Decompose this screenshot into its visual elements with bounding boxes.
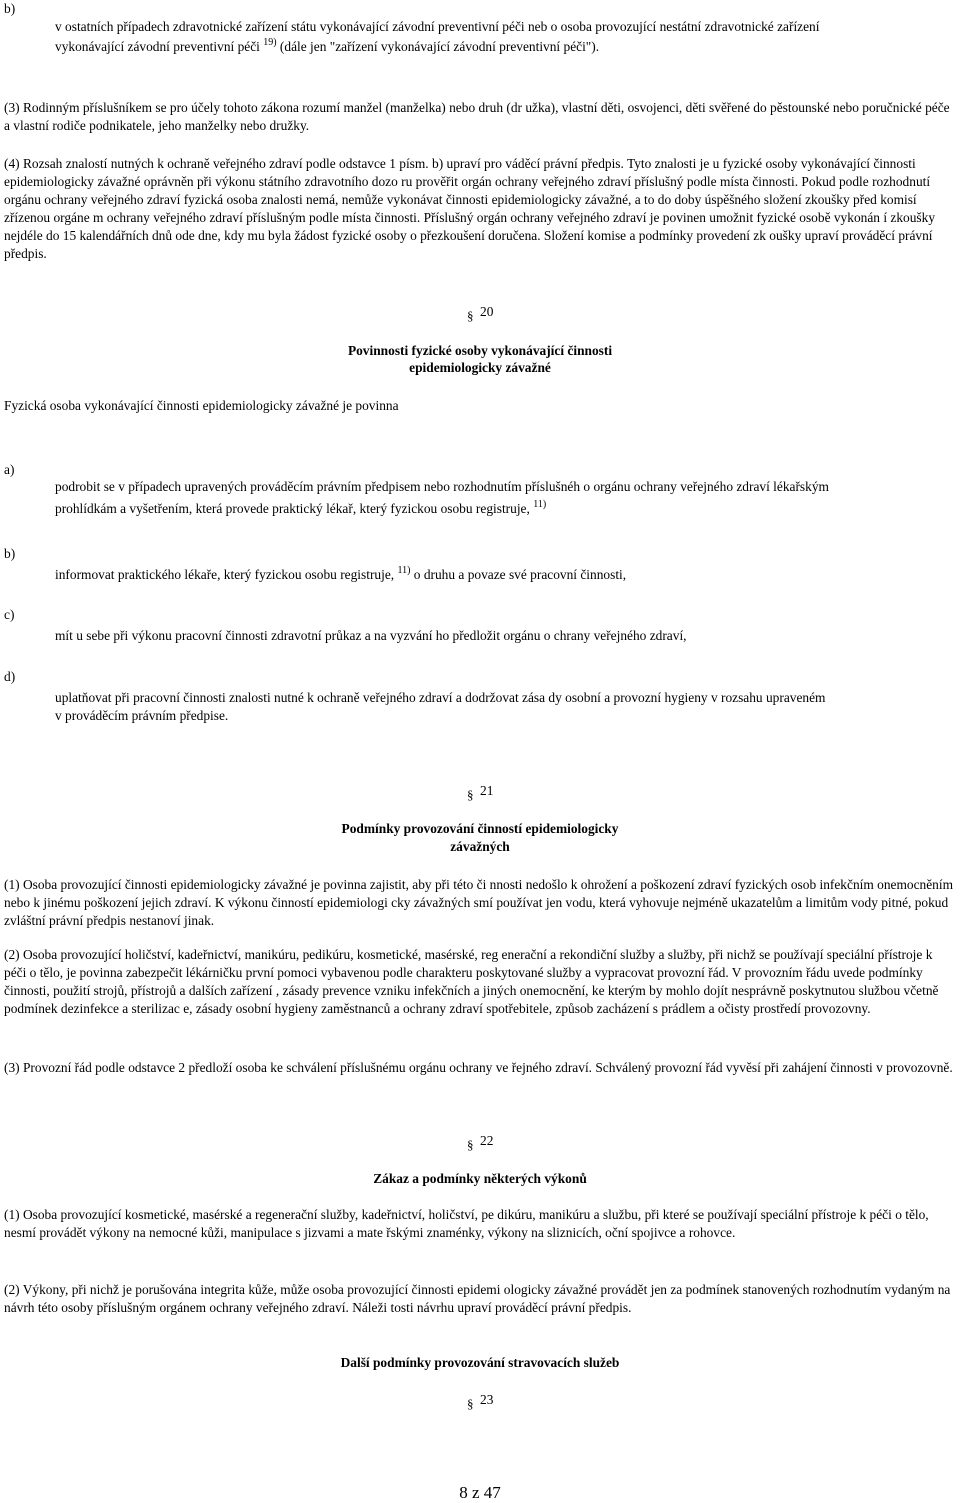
item-letter: c) <box>4 607 15 622</box>
section-symbol: § <box>467 308 474 323</box>
item-letter: d) <box>4 669 16 684</box>
item-b-line1: v ostatních případech zdravotnické zařízení státu vykonávající závodní preventivní péči neb o osoba provozující nestátní zdravotnické zařízení <box>55 19 820 34</box>
item-letter: b) <box>4 546 16 561</box>
section-symbol: § <box>467 1396 474 1411</box>
item-d-line1: uplatňovat při pracovní činnosti znalosti nutné k ochraně veřejného zdraví a dodržovat zása dy osobní a provozní hygieny v rozsahu upraveném <box>55 690 826 705</box>
item-c-text: mít u sebe při výkonu pracovní činnosti zdravotní průkaz a na vyzvání ho předložit orgánu o chrany veřejného zdraví, <box>55 628 687 643</box>
paragraph: (3) Provozní řád podle odstavce 2 předloží osoba ke schválení příslušnému orgánu ochrany ve řejného zdraví. Schválený provozní řád vyvěsí při zahájení činnosti v provozovně. <box>4 1060 953 1075</box>
paragraph-4: (4) Rozsah znalostí nutných k ochraně veřejného zdraví podle odstavce 1 písm. b) upraví pro váděcí právní předpis. Tyto znalosti je u fyzické osoby vykonávající činnosti epidemiologicky závažné oprávněn při výkonu státního zdravotního dozo ru prověřit orgán ochrany veřejného zdraví příslušný podle místa činnosti. Pokud podle rozhodnutí orgánu ochrany veřejného zdraví fyzická osoba znalosti nemá, nemůže vykonávat činnosti epidemiologicky závažné, a to do doby úspěšného složení zkoušky před komisí zřízenou orgáne m ochrany veřejného zdraví příslušným podle místa činnosti. Příslušný orgán ochrany veřejného zdraví je povinen umožnit fyzické osobě vykonán í zkoušky nejdéle do 15 kalendářních dnů ode dne, kdy mu byla žádost fyzické osoby o přezkoušení doručena. Složení komise a podmínky provedení zk oušky upraví prováděcí právní předpis. <box>4 156 936 261</box>
page-number: 8 z 47 <box>459 1483 501 1502</box>
item-b-line2: vykonávající závodní preventivní péči $^{19)}$ (dále jen "zařízení vykonávající závodní preventivní péči"). <box>55 37 600 54</box>
item-b-text: informovat praktického lékaře, který fyzickou osobu registruje, $^{11)}$ o druhu a povaze své pracovní činnosti, <box>55 565 627 582</box>
section-title-line1: Podmínky provozování činností epidemiologicky <box>341 821 619 836</box>
item-a-line2: prohlídkám a vyšetřením, která provede praktický lékař, který fyzickou osobu registruje, $^{11)}$ <box>55 499 547 516</box>
item-a-line1: podrobit se v případech upravených prováděcím právním předpisem nebo rozhodnutím příslušnéh o orgánu ochrany veřejného zdraví lékařským <box>55 479 829 494</box>
item-letter: a) <box>4 462 15 477</box>
section-title-line2: epidemiologicky závažné <box>409 360 551 375</box>
paragraph: (1) Osoba provozující kosmetické, masérské a regenerační služby, kadeřnictví, holičství, pe dikúru, manikúru a službu, při které se používají speciální přístroje k péči o tělo, nesmí provádět výkony na nemocné kůži, manipulace s jizvami a mate řskými znaménky, výkony na sliznicích, oční spojivce a rohovce. <box>4 1207 929 1240</box>
paragraph: (1) Osoba provozující činnosti epidemiologicky závažné je povinna zajistit, aby při této či nnosti nedošlo k ohrožení a poškození zdraví fyzických osob infekčním onemocněním nebo k jinému poškození jejich zdraví. K výkonu činností epidemiologi cky závažných smí používat jen vodu, která vyhovuje nejméně ukazatelům a limitům vody pitné, pokud zvláštní právní předpis nestanoví jinak. <box>4 877 953 928</box>
paragraph-3: (3) Rodinným příslušníkem se pro účely tohoto zákona rozumí manžel (manželka) nebo druh (dr užka), vlastní děti, osvojenci, děti svěřené do pěstounské nebo poručnické péče a vlastní rodiče podnikatele, jeho manželky nebo družky. <box>4 100 950 133</box>
footnote-ref: 11) <box>397 565 411 576</box>
section-number: 20 <box>480 304 494 319</box>
section-title-line1: Povinnosti fyzické osoby vykonávající činnosti <box>347 343 613 358</box>
footnote-ref: 11) <box>533 499 547 510</box>
item-letter: b) <box>4 1 16 16</box>
section-intro: Fyzická osoba vykonávající činnosti epidemiologicky závažné je povinna <box>4 398 399 413</box>
section-number: 21 <box>480 783 494 798</box>
paragraph: (2) Osoba provozující holičství, kadeřnictví, manikúru, pedikúru, kosmetické, masérské, reg enerační a rekondiční služby a služby, při nichž se používají speciální přístroje k péči o tělo, je povinna zabezpečit lékárničku první pomoci vybavenou podle charakteru poskytované služby a vypracovat provozní řád. V provozním řádu uvede podmínky činnosti, použití strojů, přístrojů a dalších zařízení , zásady prevence vzniku infekčních a jiných onemocnění, ke kterým by mohlo dojít nesprávně poskytnutou službou včetně podmínek dezinfekce a sterilizac e, zásady osobní hygieny zaměstnanců a ochrany zdraví spotřebitele, způsob zacházení s prádlem a očisty prostředí provozovny. <box>4 947 939 1016</box>
section-symbol: § <box>467 787 474 802</box>
section-heading: Další podmínky provozování stravovacích služeb <box>340 1355 620 1370</box>
section-number: 22 <box>480 1133 494 1148</box>
section-symbol: § <box>467 1137 474 1152</box>
section-number: 23 <box>480 1392 494 1407</box>
section-title: Zákaz a podmínky některých výkonů <box>373 1171 587 1186</box>
footnote-ref: 19) <box>263 37 277 48</box>
item-d-line2: v prováděcím právním předpise. <box>55 708 229 723</box>
paragraph: (2) Výkony, při nichž je porušována integrita kůže, může osoba provozující činnosti epidemi ologicky závažné provádět jen za podmínek stanovených rozhodnutím vydaným na návrh této osoby příslušným orgánem ochrany veřejného zdraví. Náleži tosti návrhu upraví prováděcí právní předpis. <box>4 1282 951 1315</box>
section-title-line2: závažných <box>450 839 510 854</box>
